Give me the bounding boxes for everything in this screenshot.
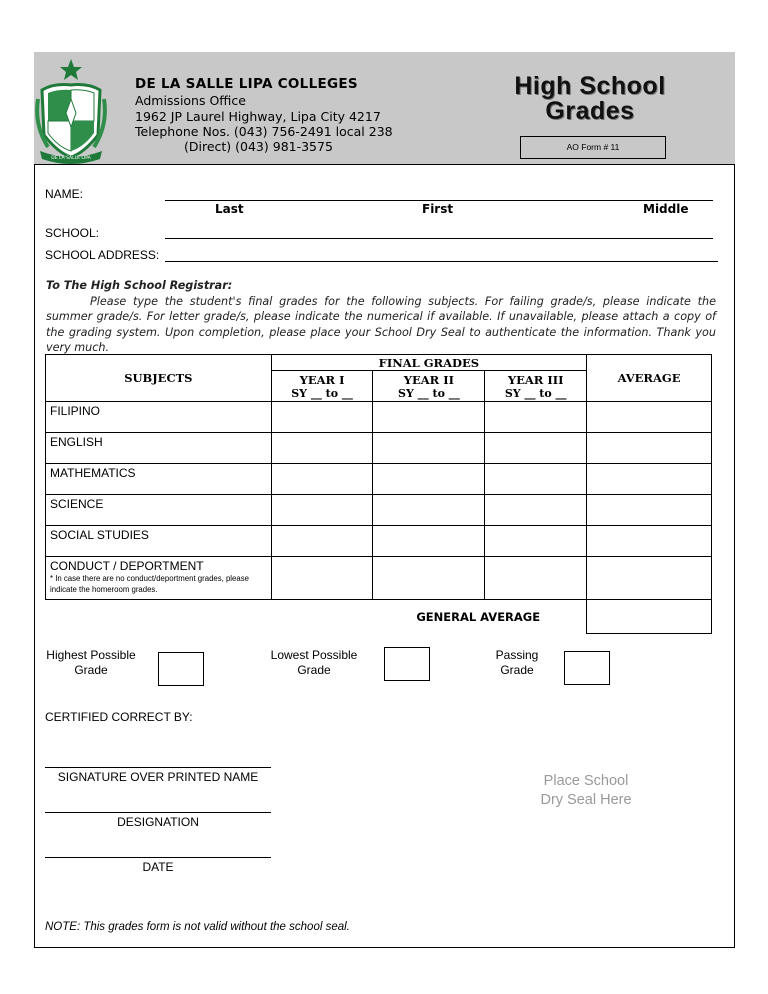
school-address-label: SCHOOL ADDRESS: xyxy=(45,248,160,262)
direct-phone-line: (Direct) (043) 981-3575 xyxy=(184,139,333,154)
signature-label: SIGNATURE OVER PRINTED NAME xyxy=(57,770,259,784)
lowest-grade-label-line1: Lowest Possible xyxy=(270,648,358,662)
year-1-label: YEAR I xyxy=(299,372,345,387)
grade-cell[interactable] xyxy=(485,526,587,557)
table-row xyxy=(46,402,712,433)
table-row xyxy=(46,433,712,464)
registrar-instructions xyxy=(46,278,716,356)
table-row xyxy=(46,495,712,526)
grade-cell[interactable] xyxy=(373,495,485,526)
form-title-line2: Grades xyxy=(545,97,635,125)
conduct-label: CONDUCT / DEPORTMENT xyxy=(50,559,204,573)
average-cell[interactable] xyxy=(587,402,712,433)
average-cell[interactable] xyxy=(587,557,712,600)
form-header xyxy=(34,52,735,165)
name-middle-caption: Middle xyxy=(643,202,689,216)
final-grades-header: FINAL GRADES xyxy=(271,355,586,371)
grade-cell[interactable] xyxy=(271,526,373,557)
average-cell[interactable] xyxy=(587,495,712,526)
lowest-grade-label xyxy=(268,648,360,678)
subject-label: SCIENCE xyxy=(46,495,272,526)
school-label: SCHOOL: xyxy=(45,226,100,240)
table-row xyxy=(46,557,712,600)
seal-text-line1: Place School xyxy=(543,773,629,789)
grade-cell[interactable] xyxy=(485,433,587,464)
average-cell[interactable] xyxy=(587,526,712,557)
designation-field[interactable] xyxy=(45,812,271,813)
designation-label: DESIGNATION xyxy=(117,815,199,829)
name-first-caption: First xyxy=(422,202,454,216)
grade-cell[interactable] xyxy=(485,495,587,526)
conduct-cell xyxy=(46,557,272,600)
name-field[interactable] xyxy=(165,200,713,201)
grade-cell[interactable] xyxy=(271,557,373,600)
form-title-line1: High School xyxy=(514,72,666,100)
grade-cell[interactable] xyxy=(485,464,587,495)
lowest-grade-box[interactable] xyxy=(384,647,430,681)
grade-cell[interactable] xyxy=(271,495,373,526)
grade-cell[interactable] xyxy=(485,402,587,433)
average-cell[interactable] xyxy=(587,464,712,495)
instructions-salutation: To The High School Registrar: xyxy=(46,279,233,292)
signature-field[interactable] xyxy=(45,767,271,768)
grade-cell[interactable] xyxy=(373,557,485,600)
year-2-sy: SY __ to __ xyxy=(398,386,460,400)
passing-grade-label-line1: Passing xyxy=(495,648,539,662)
logo-banner-text: DE LA SALLE LIPA xyxy=(51,156,91,161)
subject-label: MATHEMATICS xyxy=(46,464,272,495)
subject-label: FILIPINO xyxy=(46,402,272,433)
passing-grade-label xyxy=(486,648,548,678)
passing-grade-box[interactable] xyxy=(564,651,610,685)
subject-label: SOCIAL STUDIES xyxy=(46,526,272,557)
subject-label: ENGLISH xyxy=(46,433,272,464)
seal-text-line2: Dry Seal Here xyxy=(540,792,632,808)
page-bottom-rule xyxy=(34,947,735,948)
school-field[interactable] xyxy=(165,238,713,239)
name-last-caption: Last xyxy=(215,202,244,216)
grade-cell[interactable] xyxy=(271,433,373,464)
school-name: DE LA SALLE LIPA COLLEGES xyxy=(135,76,358,92)
instructions-body: Please type the student's final grades for the following subjects. For failing grade/s, please indicate the summer grade/s. For letter grade/s, please indicate the numerical if available. If unavailable, please attach a copy of the grading system. Upon completion, please place your School Dry Seal to authenticate the information. Thank you very much. xyxy=(46,294,716,354)
year-3-label: YEAR III xyxy=(507,372,564,387)
average-header: AVERAGE xyxy=(587,355,712,402)
highest-grade-box[interactable] xyxy=(158,652,204,686)
average-cell[interactable] xyxy=(587,433,712,464)
grades-table xyxy=(45,354,712,634)
grade-cell[interactable] xyxy=(373,402,485,433)
table-row xyxy=(46,464,712,495)
year-1-header xyxy=(271,371,373,402)
validity-note: NOTE: This grades form is not valid without the school seal. xyxy=(45,921,350,933)
grade-cell[interactable] xyxy=(485,557,587,600)
lowest-grade-label-line2: Grade xyxy=(297,663,331,677)
dry-seal-placeholder xyxy=(506,772,666,810)
date-label: DATE xyxy=(142,860,174,874)
name-label: NAME: xyxy=(45,187,84,201)
highest-grade-label-line2: Grade xyxy=(74,663,108,677)
passing-grade-label-line2: Grade xyxy=(500,663,534,677)
year-3-header xyxy=(485,371,587,402)
date-field[interactable] xyxy=(45,857,271,858)
grade-cell[interactable] xyxy=(271,464,373,495)
school-logo-icon xyxy=(34,55,108,165)
conduct-note: * In case there are no conduct/deportment grades, please indicate the homeroom grades. xyxy=(50,574,249,594)
grade-cell[interactable] xyxy=(373,433,485,464)
school-address-line: 1962 JP Laurel Highway, Lipa City 4217 xyxy=(135,109,381,124)
highest-grade-label xyxy=(45,648,137,678)
form-title xyxy=(470,74,710,124)
office-name: Admissions Office xyxy=(135,93,246,108)
year-1-sy: SY __ to __ xyxy=(291,386,353,400)
year-2-header xyxy=(373,371,485,402)
table-row xyxy=(46,526,712,557)
highest-grade-label-line1: Highest Possible xyxy=(46,648,136,662)
general-average-cell[interactable] xyxy=(587,600,712,634)
grade-cell[interactable] xyxy=(271,402,373,433)
grade-cell[interactable] xyxy=(373,464,485,495)
form-number-box: AO Form # 11 xyxy=(520,136,666,159)
grade-cell[interactable] xyxy=(373,526,485,557)
telephone-line: Telephone Nos. (043) 756-2491 local 238 xyxy=(135,124,393,139)
school-address-field[interactable] xyxy=(165,261,718,262)
subjects-header: SUBJECTS xyxy=(46,355,272,402)
year-3-sy: SY __ to __ xyxy=(504,386,567,400)
certified-correct-label: CERTIFIED CORRECT BY: xyxy=(45,710,193,724)
year-2-label: YEAR II xyxy=(403,372,454,387)
general-average-label: GENERAL AVERAGE xyxy=(46,600,587,634)
